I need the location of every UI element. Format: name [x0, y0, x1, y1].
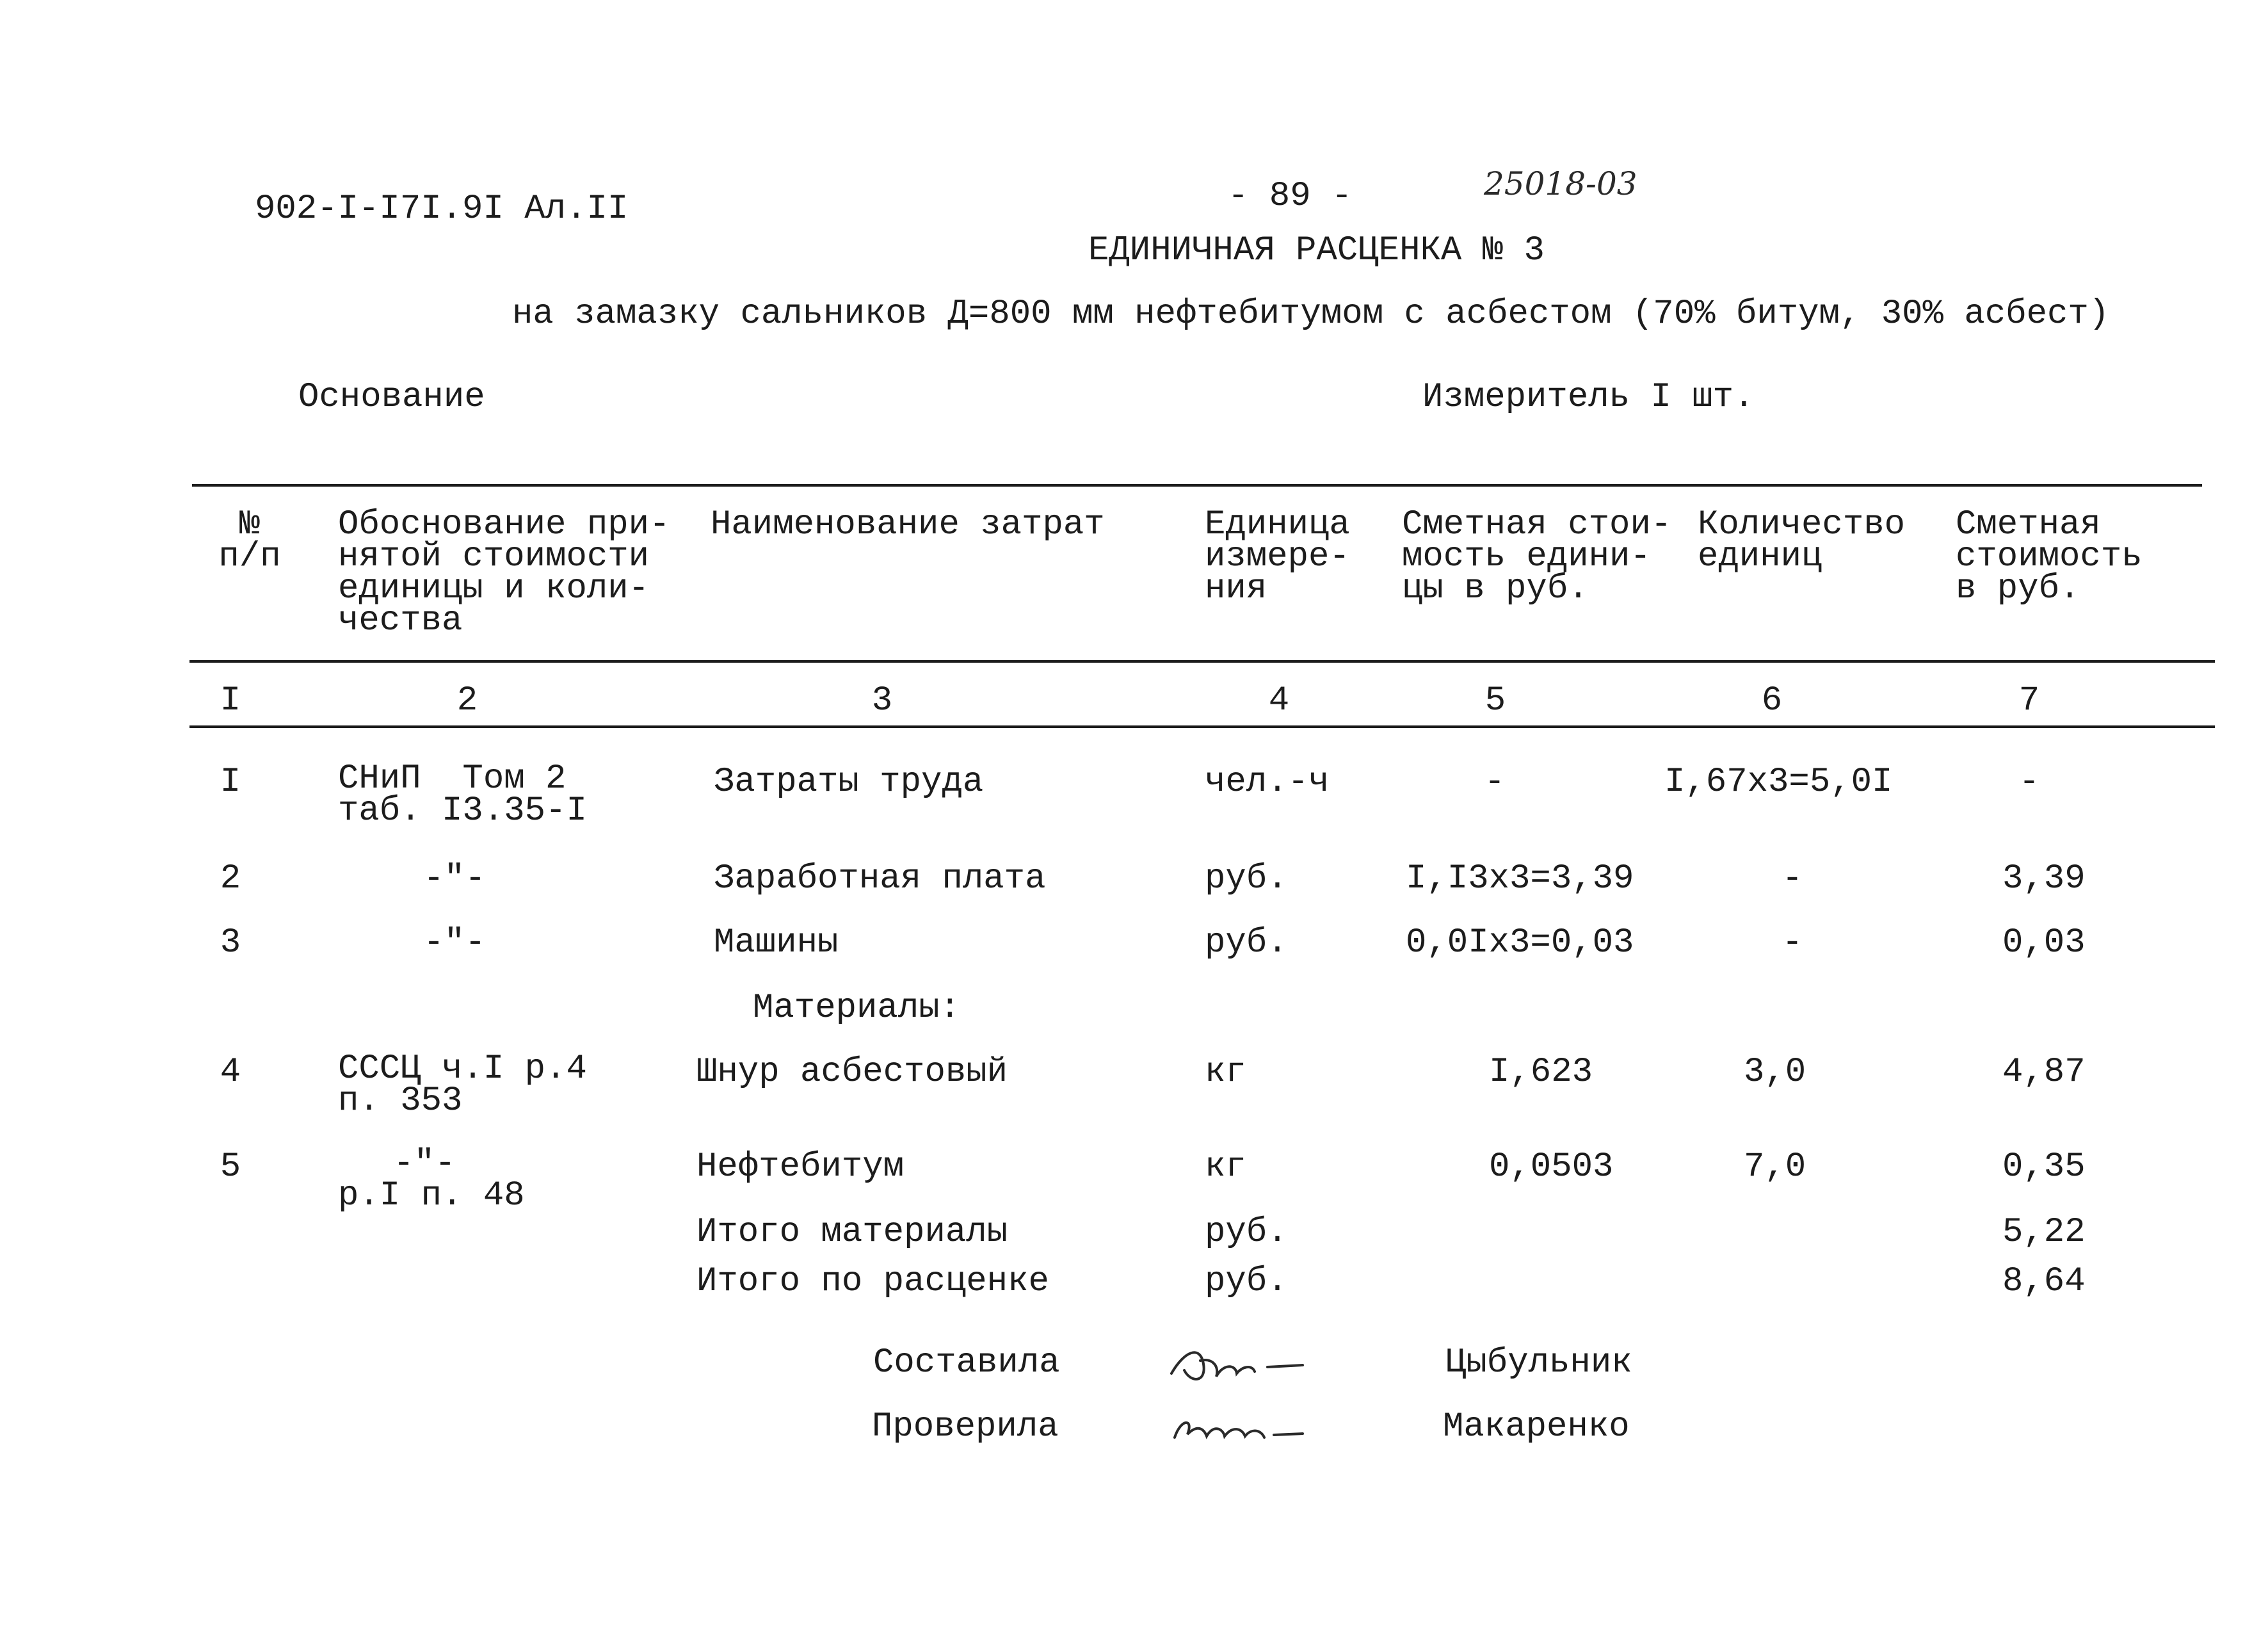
table-top-rule	[192, 484, 2202, 487]
subtotal-materials-label: Итого материалы	[696, 1213, 1008, 1252]
row-4-name: Шнур асбестовый	[696, 1053, 1008, 1092]
handwritten-signature-icon	[1165, 1338, 1312, 1389]
row-5-name: Нефтебитум	[696, 1147, 905, 1186]
column-header-number: № п/п	[218, 505, 281, 576]
document-code: 902-I-I7I.9I Ал.II	[255, 190, 629, 229]
row-5-quantity: 7,0	[1744, 1147, 1806, 1186]
row-2-quantity: -	[1781, 859, 1803, 898]
row-2-number: 2	[220, 859, 241, 898]
handwritten-reference: 25018-03	[1484, 165, 1637, 202]
row-2-unit-cost: I,I3x3=3,39	[1406, 859, 1634, 898]
signature-role-compiled: Составила	[873, 1343, 1060, 1382]
row-1-total: -	[2018, 763, 2040, 802]
total-value: 8,64	[2002, 1262, 2086, 1301]
total-unit: руб.	[1205, 1262, 1288, 1301]
row-5-basis: -"- р.I п. 48	[338, 1144, 525, 1215]
row-3-name: Машины	[714, 923, 839, 962]
column-number: 5	[1484, 681, 1506, 720]
row-1-quantity: I,67x3=5,0I	[1664, 763, 1893, 802]
row-1-unit: чел.-ч	[1205, 763, 1330, 802]
row-3-number: 3	[220, 923, 241, 962]
document-title: ЕДИНИЧНАЯ РАСЦЕНКА № 3	[1088, 231, 1545, 270]
column-header-quantity: Количество единиц	[1698, 505, 1906, 576]
row-2-total: 3,39	[2002, 859, 2086, 898]
total-label: Итого по расценке	[696, 1262, 1049, 1301]
column-header-total: Сметная стоимость в руб.	[1956, 505, 2143, 608]
column-number: 3	[871, 681, 893, 720]
column-header-unit: Единица измере- ния	[1205, 505, 1350, 608]
row-5-unit: кг	[1205, 1147, 1246, 1186]
row-3-total: 0,03	[2002, 923, 2086, 962]
row-5-unit-cost: 0,0503	[1489, 1147, 1614, 1186]
page-number: - 89 -	[1228, 177, 1353, 216]
measure-label: Измеритель I шт.	[1422, 378, 1755, 417]
row-5-number: 5	[220, 1147, 241, 1186]
row-3-quantity: -	[1781, 923, 1803, 962]
row-2-name: Заработная плата	[714, 859, 1046, 898]
row-2-basis: -"-	[423, 859, 486, 898]
document-subtitle: на замазку сальников Д=800 мм нефтебитумом с асбестом (70% битум, 30% асбест)	[512, 295, 2110, 334]
subtotal-materials-value: 5,22	[2002, 1213, 2086, 1252]
column-number: 2	[456, 681, 478, 720]
handwritten-signature-icon	[1168, 1405, 1315, 1450]
signature-name-compiled: Цыбульник	[1445, 1343, 1632, 1382]
row-1-unit-cost: -	[1484, 763, 1506, 802]
column-header-unit-cost: Сметная стои- мость едини- цы в руб.	[1402, 505, 1672, 608]
signature-role-checked: Проверила	[872, 1407, 1059, 1446]
row-4-total: 4,87	[2002, 1053, 2086, 1092]
column-number: 7	[2018, 681, 2040, 720]
row-4-unit-cost: I,623	[1489, 1053, 1593, 1092]
column-header-basis: Обоснование при- нятой стоимости единицы и коли- чества	[338, 505, 670, 640]
row-2-unit: руб.	[1205, 859, 1288, 898]
row-1-number: I	[220, 763, 241, 802]
signature-name-checked: Макаренко	[1443, 1407, 1630, 1446]
row-5-total: 0,35	[2002, 1147, 2086, 1186]
row-3-basis: -"-	[423, 923, 486, 962]
column-number: 4	[1268, 681, 1290, 720]
subtotal-materials-unit: руб.	[1205, 1213, 1288, 1252]
row-4-basis: СССЦ ч.I р.4 п. 353	[338, 1049, 587, 1121]
row-3-unit: руб.	[1205, 923, 1288, 962]
column-number: 6	[1761, 681, 1783, 720]
column-numbers-rule	[189, 725, 2215, 728]
row-1-name: Затраты труда	[714, 763, 984, 802]
header-bottom-rule	[189, 660, 2215, 663]
row-4-unit: кг	[1205, 1053, 1246, 1092]
basis-label: Основание	[298, 378, 485, 417]
section-materials: Материалы:	[753, 989, 961, 1028]
row-4-number: 4	[220, 1053, 241, 1092]
row-1-basis: СНиП Том 2 таб. I3.35-I	[338, 759, 587, 830]
row-3-unit-cost: 0,0Ix3=0,03	[1406, 923, 1634, 962]
row-4-quantity: 3,0	[1744, 1053, 1806, 1092]
column-number: I	[220, 681, 241, 720]
column-header-cost-name: Наименование затрат	[711, 505, 1105, 544]
